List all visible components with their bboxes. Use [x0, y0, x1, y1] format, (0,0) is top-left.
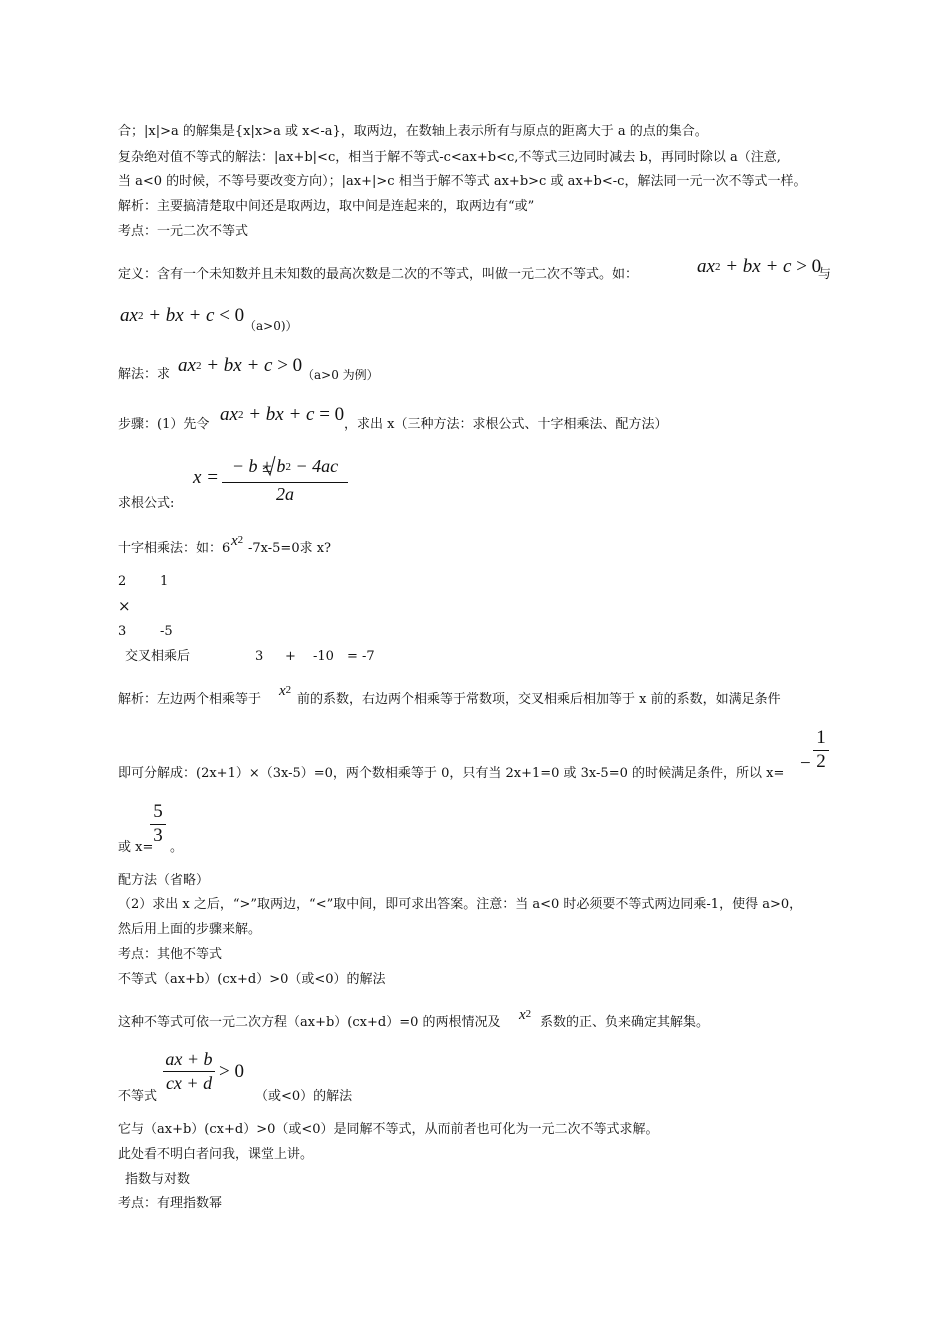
text-line: -7x-5=0求 x?	[248, 541, 332, 556]
text-line: 然后用上面的步骤来解。	[118, 922, 262, 937]
quadratic-formula: − b ± b2 − 4ac 2a	[222, 455, 348, 505]
section-heading: 考点：有理指数幂	[118, 1196, 223, 1211]
text-line: （2）求出 x 之后，“>”取两边，“<”取中间，即可求出答案。注意：当 a<0 时必须要不等式两边同乘-1，使得 a>0，	[118, 897, 803, 912]
text-line: 交叉相乘后	[125, 649, 191, 664]
text-line: 或 x=	[118, 840, 154, 855]
times-sign: ×	[118, 597, 131, 615]
text-line: （a>0 为例）	[302, 368, 379, 382]
text-line: 复杂绝对值不等式的解法：|ax+b|<c，相当于解不等式-c<ax+b<c,不等式三边同时减去 b，再同时除以 a（注意,	[118, 150, 781, 165]
math-expression: ax2 + bx + c < 0	[120, 305, 245, 326]
text-line: 即可分解成：(2x+1）×（3x-5）=0，两个数相乘等于 0，只有当 2x+1=0 或 3x-5=0 的时候满足条件，所以 x=	[118, 766, 785, 781]
text-line: 配方法（省略）	[118, 873, 210, 888]
fraction-five-thirds: 5 3	[150, 801, 166, 847]
cross-value: 1	[160, 574, 169, 589]
cross-value: -5	[160, 624, 173, 639]
math-expression: x2	[231, 533, 244, 549]
text-line: 解法：求	[118, 367, 171, 382]
text-line: 求根公式:	[118, 496, 175, 511]
text-line: 它与（ax+b）(cx+d）>0（或<0）是同解不等式，从而前者也可化为一元二次不等式求解。	[118, 1122, 659, 1137]
text-line: 当 a<0 的时候，不等号要改变方向）；|ax+|>c 相当于解不等式 ax+b>c 或 ax+b<-c，解法同一元一次不等式一样。	[118, 174, 807, 189]
text-line: 解析：左边两个相乘等于	[118, 692, 262, 707]
text-line: 这种不等式可依一元二次方程（ax+b）(cx+d）=0 的两根情况及	[118, 1015, 501, 1030]
fraction-rational: ax + b cx + d	[163, 1048, 215, 1094]
minus-sign: −	[800, 753, 811, 774]
text-line: 不等式（ax+b）(cx+d）>0（或<0）的解法	[118, 972, 386, 987]
text-line: （a>0)）	[244, 319, 298, 333]
section-heading: 考点：其他不等式	[118, 947, 223, 962]
text-line: （或<0）的解法	[255, 1089, 353, 1104]
section-heading: 指数与对数	[125, 1172, 191, 1187]
math-expression: x2	[519, 1007, 532, 1023]
text-line: 系数的正、负来确定其解集。	[540, 1015, 710, 1030]
math-expression: x =	[193, 467, 220, 488]
math-expression: x2	[279, 683, 292, 699]
text-line: 与	[818, 267, 832, 282]
text-line: ，求出 x（三种方法：求根公式、十字相乘法、配方法）	[344, 417, 668, 432]
cross-result: 3	[255, 649, 264, 664]
math-expression: > 0	[219, 1061, 244, 1082]
cross-value: 3	[118, 624, 127, 639]
section-heading: 考点：一元二次不等式	[118, 224, 249, 239]
text-line: 步骤：(1）先令	[118, 417, 210, 432]
cross-result: -7	[362, 649, 375, 664]
text-line: 此处看不明白者问我，课堂上讲。	[118, 1147, 314, 1162]
text-line: 不等式	[118, 1089, 158, 1104]
text-line: 前的系数，右边两个相乘等于常数项，交叉相乘后相加等于 x 前的系数，如满足条件	[297, 692, 781, 707]
text-line: 合；|x|>a 的解集是{x|x>a 或 x<-a}，取两边，在数轴上表示所有与原点的距离大于 a 的点的集合。	[118, 124, 708, 139]
math-expression: ax2 + bx + c = 0	[220, 404, 345, 425]
sqrt-sign-icon	[262, 455, 276, 477]
math-expression: ax2 + bx + c > 0	[178, 355, 303, 376]
cross-result: =	[347, 649, 358, 664]
fraction-neg-half: 1 2	[813, 727, 829, 773]
text-line: 。	[170, 840, 184, 855]
cross-result: -10	[313, 649, 334, 664]
text-line: 定义：含有一个未知数并且未知数的最高次数是二次的不等式，叫做一元二次不等式。如：	[118, 267, 639, 282]
cross-value: 2	[118, 574, 127, 589]
text-line: 解析：主要搞清楚取中间还是取两边，取中间是连起来的，取两边有“或”	[118, 199, 535, 214]
cross-result: +	[285, 649, 296, 664]
math-expression: ax2 + bx + c > 0	[697, 256, 822, 277]
text-line: 十字相乘法：如：6	[118, 541, 231, 556]
